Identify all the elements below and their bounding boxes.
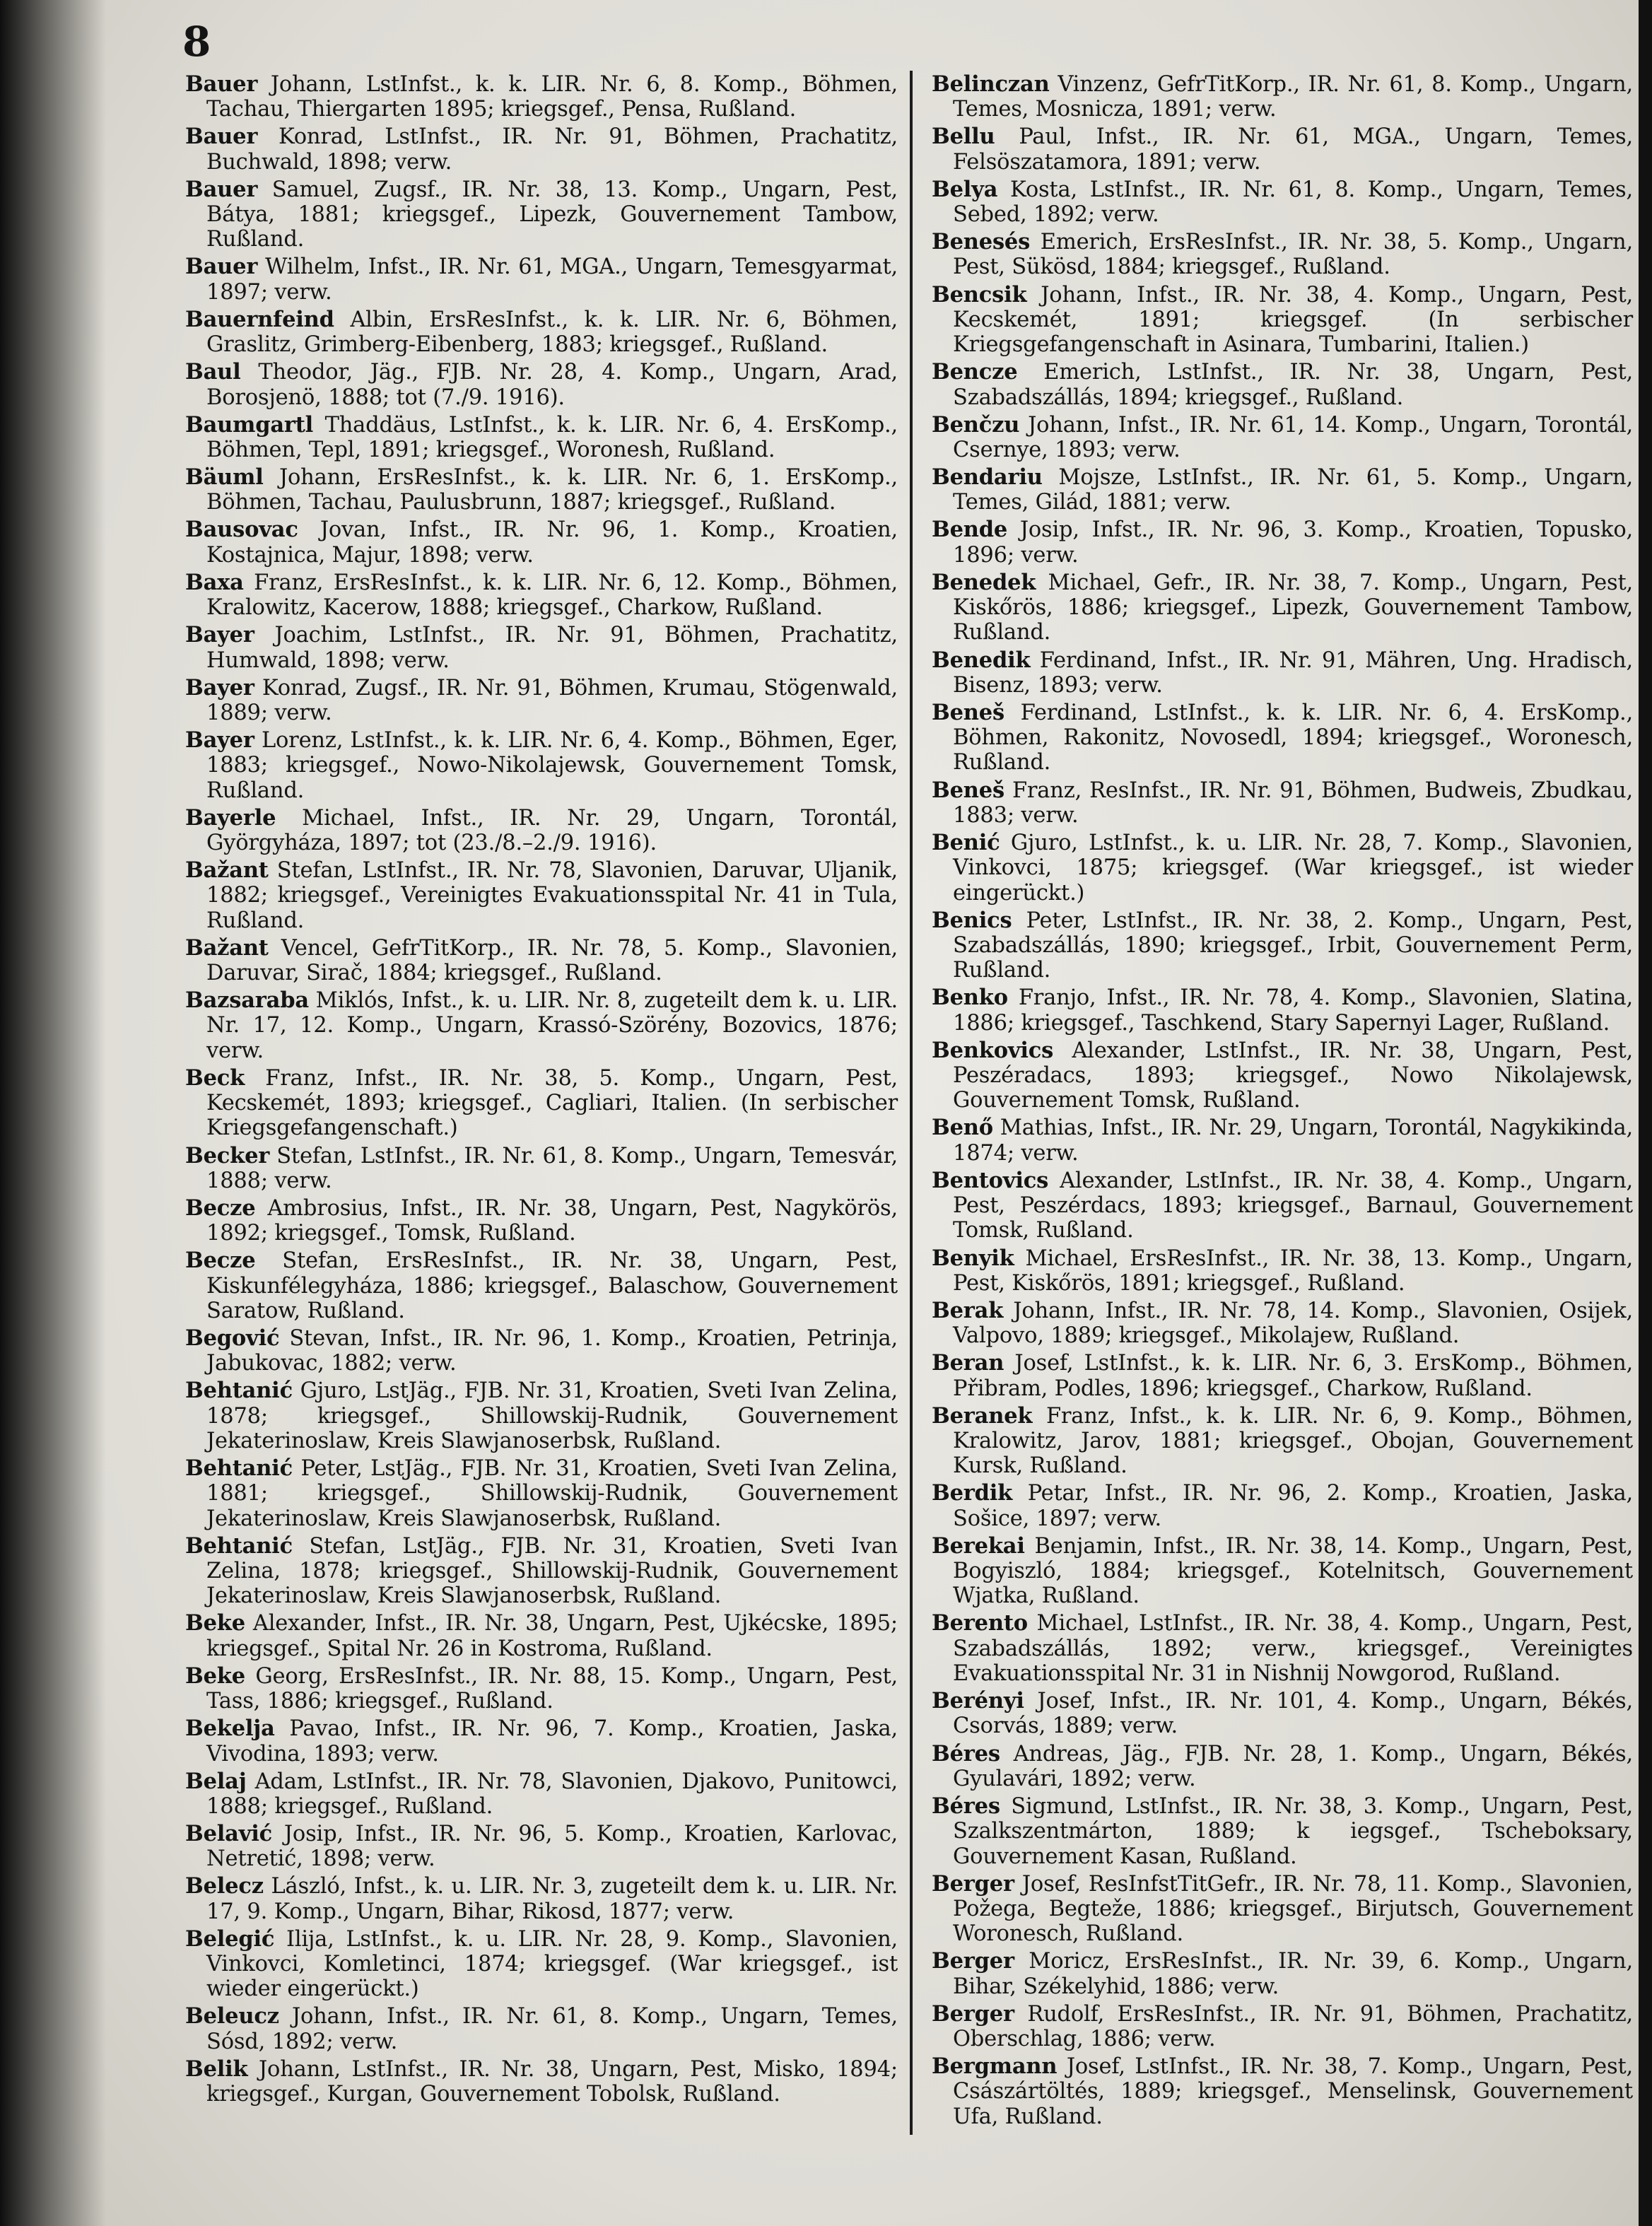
- casualty-entry: [932, 570, 1633, 645]
- entry-details: Johann, ErsResInfst., k. k. LIR. Nr. 6, 1. ErsKomp., Böhmen, Tachau, Paulusbrunn, 1887; kriegsgef., Rußland.: [206, 465, 898, 515]
- entry-surname: Bazsaraba: [185, 988, 309, 1014]
- entry-details: Emerich, ErsResInfst., IR. Nr. 38, 5. Komp., Ungarn, Pest, Sükösd, 1884; kriegsgef., Rußland.: [953, 230, 1633, 280]
- entry-surname: Bauer: [185, 176, 258, 202]
- casualty-entry: [185, 858, 898, 933]
- casualty-entry: [932, 413, 1633, 463]
- entry-details: Konrad, LstInfst., IR. Nr. 91, Böhmen, Prachatitz, Buchwald, 1898; verw.: [206, 124, 898, 175]
- entry-surname: Beneš: [932, 777, 1004, 803]
- entry-details: Franz, ResInfst., IR. Nr. 91, Böhmen, Budweis, Zbudkau, 1883; verw.: [953, 778, 1633, 828]
- entry-details: Josef, Infst., IR. Nr. 101, 4. Komp., Ungarn, Békés, Csorvás, 1889; verw.: [953, 1689, 1634, 1739]
- entry-details: Stefan, ErsResInfst., IR. Nr. 38, Ungarn, Pest, Kiskunfélegyháza, 1886; kriegsgef., Balaschow, Gouvernement Saratow, Rußland.: [206, 1248, 898, 1323]
- casualty-entry: [932, 283, 1633, 358]
- entry-details: László, Infst., k. u. LIR. Nr. 3, zugeteilt dem k. u. LIR. Nr. 17, 9. Komp., Ungarn, Bihar, Rikosd, 1877; verw.: [206, 1874, 898, 1924]
- casualty-entry: [932, 72, 1633, 122]
- entry-surname: Bažant: [185, 935, 269, 961]
- entry-surname: Bayer: [185, 622, 254, 648]
- column-divider: [910, 71, 913, 2135]
- entry-details: Joachim, LstInfst., IR. Nr. 91, Böhmen, Prachatitz, Humwald, 1898; verw.: [206, 623, 898, 673]
- entry-details: Mathias, Infst., IR. Nr. 29, Ungarn, Torontál, Nagykikinda, 1874; verw.: [953, 1115, 1633, 1166]
- entry-surname: Beneš: [932, 699, 1004, 725]
- entry-details: Ambrosius, Infst., IR. Nr. 38, Ungarn, Pest, Nagykörös, 1892; kriegsgef., Tomsk, Rußland.: [206, 1195, 898, 1246]
- entry-surname: Berger: [932, 1870, 1014, 1897]
- casualty-entry: [932, 1949, 1633, 1999]
- entry-surname: Begović: [185, 1325, 280, 1351]
- entry-details: Johann, Infst., IR. Nr. 78, 14. Komp., Slavonien, Osijek, Valpovo, 1889; kriegsgef., Mikolajew, Rußland.: [953, 1298, 1634, 1349]
- page-number: 8: [182, 18, 211, 66]
- entry-surname: Béres: [932, 1793, 1000, 1819]
- entry-surname: Beck: [185, 1065, 245, 1091]
- casualty-entry: [185, 1456, 898, 1531]
- casualty-entry: [932, 648, 1633, 698]
- casualty-entry: [185, 1326, 898, 1376]
- entry-details: Benjamin, Infst., IR. Nr. 38, 14. Komp., Ungarn, Pest, Bogyiszló, 1884; kriegsgef., Kotelnitsch, Gouvernement Wjatka, Rußland.: [953, 1533, 1633, 1609]
- casualty-entry: [932, 701, 1633, 775]
- entry-surname: Béres: [932, 1740, 1000, 1767]
- casualty-entry: [185, 1196, 898, 1246]
- entry-details: Michael, Gefr., IR. Nr. 38, 7. Komp., Ungarn, Pest, Kiskőrös, 1886; kriegsgef., Lipezk, Gouvernement Tambow, Rußland.: [953, 570, 1633, 645]
- casualty-entry: [185, 1248, 898, 1323]
- entry-details: Andreas, Jäg., FJB. Nr. 28, 1. Komp., Ungarn, Békés, Gyulavári, 1892; verw.: [953, 1741, 1633, 1791]
- casualty-entry: [932, 1351, 1633, 1401]
- casualty-entry: [185, 72, 898, 122]
- entry-surname: Bencsik: [932, 281, 1027, 307]
- casualty-entry: [932, 778, 1633, 828]
- casualty-entry: [185, 413, 898, 463]
- casualty-entry: [185, 1874, 898, 1924]
- entry-surname: Bekelja: [185, 1716, 275, 1742]
- casualty-entry: [185, 728, 898, 803]
- entry-surname: Berdik: [932, 1480, 1013, 1506]
- entry-surname: Berento: [932, 1610, 1028, 1636]
- casualty-entry: [185, 1822, 898, 1872]
- entry-surname: Baxa: [185, 569, 244, 595]
- casualty-entry: [185, 570, 898, 621]
- entry-details: Franz, Infst., k. k. LIR. Nr. 6, 9. Komp., Böhmen, Kralowitz, Jarov, 1881; kriegsgef., Obojan, Gouvernement Kursk, Rußland.: [953, 1403, 1633, 1479]
- casualty-entry: [185, 1769, 898, 1820]
- entry-details: Peter, LstInfst., IR. Nr. 38, 2. Komp., Ungarn, Pest, Szabadszállás, 1890; kriegsgef., Irbit, Gouvernement Perm, Rußland.: [953, 908, 1634, 983]
- entry-surname: Bentovics: [932, 1167, 1049, 1193]
- entry-surname: Berak: [932, 1297, 1004, 1323]
- casualty-entry: [185, 1378, 898, 1453]
- left-column: [185, 72, 898, 2109]
- casualty-entry: [932, 1115, 1633, 1166]
- entry-surname: Bauernfeind: [185, 306, 334, 332]
- entry-details: Alexander, LstInfst., IR. Nr. 38, Ungarn, Pest, Peszéradacs, 1893; kriegsgef., Nowo Nikolajewsk, Gouvernement Tomsk, Rußland.: [953, 1038, 1633, 1113]
- entry-surname: Bauer: [185, 71, 258, 97]
- entry-details: Michael, LstInfst., IR. Nr. 38, 4. Komp., Ungarn, Pest, Szabadszállás, 1892; verw., kriegsgef., Vereinigtes Evakuationsspital Nr. 31 in Nishnij Nowgorod, Rußland.: [953, 1611, 1634, 1687]
- casualty-entry: [185, 254, 898, 305]
- casualty-entry: [932, 1534, 1633, 1609]
- casualty-entry: [932, 831, 1633, 906]
- casualty-entry: [932, 177, 1633, 228]
- entry-surname: Belinczan: [932, 71, 1050, 97]
- casualty-entry: [185, 623, 898, 673]
- entry-details: Georg, ErsResInfst., IR. Nr. 88, 15. Komp., Ungarn, Pest, Tass, 1886; kriegsgef., Rußland.: [206, 1663, 898, 1714]
- entry-details: Vinzenz, GefrTitKorp., IR. Nr. 61, 8. Komp., Ungarn, Temes, Mosnicza, 1891; verw.: [953, 72, 1633, 122]
- entry-surname: Bayer: [185, 674, 254, 701]
- entry-surname: Becker: [185, 1142, 270, 1168]
- entry-surname: Benko: [932, 985, 1008, 1011]
- entry-surname: Bauer: [185, 254, 258, 280]
- casualty-entry: [932, 1246, 1633, 1296]
- entry-details: Stefan, LstInfst., IR. Nr. 78, Slavonien, Daruvar, Uljanik, 1882; kriegsgef., Vereinigtes Evakuationsspital Nr. 41 in Tula, Rußland.: [206, 858, 898, 933]
- casualty-entry: [932, 1689, 1633, 1739]
- entry-details: Miklós, Infst., k. u. LIR. Nr. 8, zugeteilt dem k. u. LIR. Nr. 17, 12. Komp., Ungarn, Krassó-Szörény, Bozovics, 1876; verw.: [206, 988, 898, 1063]
- entry-surname: Behtanić: [185, 1533, 293, 1559]
- entry-details: Josef, ResInfstTitGefr., IR. Nr. 78, 11. Komp., Slavonien, Požega, Begteže, 1886; kriegsgef., Birjutsch, Gouvernement Woronesch, Rußland.: [953, 1871, 1633, 1947]
- entry-details: Peter, LstJäg., FJB. Nr. 31, Kroatien, Sveti Ivan Zelina, 1881; kriegsgef., Shillowskij-Rudnik, Gouvernement Jekaterinoslaw, Kreis Slawjanoserbsk, Rußland.: [206, 1456, 898, 1531]
- casualty-entry: [932, 908, 1633, 983]
- entry-surname: Benics: [932, 907, 1012, 933]
- entry-surname: Berekai: [932, 1533, 1025, 1559]
- entry-surname: Belegić: [185, 1926, 275, 1952]
- casualty-entry: [185, 806, 898, 856]
- casualty-entry: [185, 988, 898, 1063]
- right-column: [932, 72, 1633, 2132]
- entry-details: Lorenz, LstInfst., k. k. LIR. Nr. 6, 4. Komp., Böhmen, Eger, 1883; kriegsgef., Nowo-Nikolajewsk, Gouvernement Tomsk, Rußland.: [206, 727, 898, 803]
- entry-details: Emerich, LstInfst., IR. Nr. 38, Ungarn, Pest, Szabadszállás, 1894; kriegsgef., Rußland.: [953, 360, 1633, 410]
- casualty-entry: [932, 1611, 1633, 1686]
- casualty-entry: [932, 2002, 1633, 2052]
- entry-details: Johann, Infst., IR. Nr. 61, 8. Komp., Ungarn, Temes, Sósd, 1892; verw.: [206, 2004, 898, 2054]
- entry-details: Stevan, Infst., IR. Nr. 96, 1. Komp., Kroatien, Petrinja, Jabukovac, 1882; verw.: [206, 1325, 898, 1376]
- entry-surname: Baumgartl: [185, 411, 314, 438]
- casualty-entry: [932, 2054, 1633, 2129]
- entry-surname: Benkovics: [932, 1037, 1054, 1063]
- casualty-entry: [932, 465, 1633, 515]
- casualty-entry: [932, 985, 1633, 1036]
- entry-details: Johann, LstInfst., k. k. LIR. Nr. 6, 8. Komp., Böhmen, Tachau, Thiergarten 1895; kriegsgef., Pensa, Rußland.: [206, 72, 898, 122]
- entry-surname: Belaj: [185, 1768, 247, 1794]
- entry-details: Albin, ErsResInfst., k. k. LIR. Nr. 6, Böhmen, Graslitz, Grimberg-Eibenberg, 1883; kriegsgef., Rußland.: [206, 307, 898, 358]
- entry-details: Adam, LstInfst., IR. Nr. 78, Slavonien, Djakovo, Punitowci, 1888; kriegsgef., Rußland.: [206, 1769, 898, 1819]
- entry-surname: Berger: [932, 1948, 1014, 1974]
- casualty-entry: [185, 1927, 898, 2002]
- entry-surname: Belavić: [185, 1821, 273, 1846]
- entry-surname: Bayerle: [185, 804, 276, 831]
- entry-details: Johann, Infst., IR. Nr. 61, 14. Komp., Ungarn, Torontál, Csernye, 1893; verw.: [953, 412, 1633, 462]
- entry-details: Alexander, LstInfst., IR. Nr. 38, 4. Komp., Ungarn, Pest, Peszérdacs, 1893; kriegsgef., Barnaul, Gouvernement Tomsk, Rußland.: [953, 1168, 1634, 1243]
- entry-details: Franz, ErsResInfst., k. k. LIR. Nr. 6, 12. Komp., Böhmen, Kralowitz, Kacerow, 1888; kriegsgef., Charkow, Rußland.: [206, 570, 898, 621]
- entry-details: Sigmund, LstInfst., IR. Nr. 38, 3. Komp., Ungarn, Pest, Szalkszentmárton, 1889; k iegsgef., Tscheboksary, Gouvernement Kasan, Rußland.: [953, 1793, 1633, 1869]
- entry-surname: Bendariu: [932, 464, 1043, 491]
- entry-details: Pavao, Infst., IR. Nr. 96, 7. Komp., Kroatien, Jaska, Vivodina, 1893; verw.: [206, 1716, 898, 1767]
- casualty-entry: [185, 1664, 898, 1714]
- entry-details: Josip, Infst., IR. Nr. 96, 5. Komp., Kroatien, Karlovac, Netretić, 1898; verw.: [206, 1822, 898, 1872]
- casualty-entry: [185, 2057, 898, 2107]
- entry-surname: Becze: [185, 1195, 256, 1221]
- entry-surname: Beleucz: [185, 2003, 279, 2029]
- entry-details: Franz, Infst., IR. Nr. 38, 5. Komp., Ungarn, Pest, Kecskemét, 1893; kriegsgef., Cagliari, Italien. (In serbischer Kriegsgefangenschaft.): [206, 1065, 898, 1141]
- entry-surname: Bergmann: [932, 2054, 1058, 2080]
- entry-surname: Berényi: [932, 1688, 1024, 1714]
- entry-details: Gjuro, LstInfst., k. u. LIR. Nr. 28, 7. Komp., Slavonien, Vinkovci, 1875; kriegsgef. (War kriegsgef., ist wieder eingerückt.): [953, 830, 1633, 906]
- entry-details: Konrad, Zugsf., IR. Nr. 91, Böhmen, Krumau, Stögenwald, 1889; verw.: [206, 675, 898, 725]
- entry-surname: Baul: [185, 359, 241, 385]
- entry-surname: Bencze: [932, 359, 1018, 385]
- casualty-entry: [932, 1038, 1633, 1113]
- entry-surname: Belecz: [185, 1873, 264, 1899]
- entry-details: Alexander, Infst., IR. Nr. 38, Ungarn, Pest, Ujkécske, 1895; kriegsgef., Spital Nr. 26 in Kostroma, Rußland.: [206, 1611, 898, 1661]
- casualty-entry: [932, 1168, 1633, 1243]
- entry-details: Josip, Infst., IR. Nr. 96, 3. Komp., Kroatien, Topusko, 1896; verw.: [953, 517, 1633, 568]
- entry-surname: Benedek: [932, 569, 1036, 595]
- entry-details: Gjuro, LstJäg., FJB. Nr. 31, Kroatien, Sveti Ivan Zelina, 1878; kriegsgef., Shillowskij-Rudnik, Gouvernement Jekaterinoslaw, Kreis Slawjanoserbsk, Rußland.: [206, 1378, 898, 1453]
- casualty-entry: [932, 230, 1633, 280]
- entry-surname: Benyik: [932, 1245, 1014, 1271]
- entry-surname: Behtanić: [185, 1455, 293, 1482]
- entry-surname: Bäuml: [185, 464, 264, 491]
- casualty-entry: [185, 517, 898, 568]
- casualty-entry: [932, 360, 1633, 410]
- entry-surname: Benő: [932, 1115, 993, 1141]
- entry-details: Josef, LstInfst., k. k. LIR. Nr. 6, 3. ErsKomp., Böhmen, Přibram, Podles, 1896; kriegsgef., Charkow, Rußland.: [953, 1351, 1634, 1401]
- casualty-entry: [932, 1299, 1633, 1349]
- casualty-entry: [185, 1066, 898, 1141]
- entry-surname: Benesés: [932, 229, 1031, 255]
- casualty-entry: [932, 124, 1633, 175]
- entry-details: Mojsze, LstInfst., IR. Nr. 61, 5. Komp., Ungarn, Temes, Gilád, 1881; verw.: [953, 465, 1633, 515]
- casualty-entry: [185, 1611, 898, 1661]
- casualty-entry: [185, 2004, 898, 2054]
- entry-surname: Bausovac: [185, 517, 298, 543]
- entry-details: Vencel, GefrTitKorp., IR. Nr. 78, 5. Komp., Slavonien, Daruvar, Sirač, 1884; kriegsgef., Rußland.: [206, 935, 898, 986]
- entry-surname: Becze: [185, 1248, 256, 1274]
- casualty-entry: [932, 1794, 1633, 1869]
- entry-surname: Behtanić: [185, 1378, 293, 1404]
- entry-surname: Bende: [932, 517, 1008, 543]
- casualty-entry: [185, 360, 898, 410]
- entry-surname: Bayer: [185, 727, 254, 753]
- entry-details: Jovan, Infst., IR. Nr. 96, 1. Komp., Kroatien, Kostajnica, Majur, 1898; verw.: [206, 517, 898, 568]
- casualty-entry: [932, 1742, 1633, 1792]
- casualty-entry: [185, 124, 898, 175]
- entry-surname: Beranek: [932, 1402, 1033, 1429]
- casualty-entry: [185, 177, 898, 252]
- entry-details: Stefan, LstJäg., FJB. Nr. 31, Kroatien, Sveti Ivan Zelina, 1878; kriegsgef., Shillowskij-Rudnik, Gouvernement Jekaterinoslaw, Kreis Slawjanoserbsk, Rußland.: [206, 1533, 898, 1609]
- entry-details: Stefan, LstInfst., IR. Nr. 61, 8. Komp., Ungarn, Temesvár, 1888; verw.: [206, 1143, 898, 1193]
- scan-shadow-left: [0, 0, 106, 2226]
- entry-surname: Bažant: [185, 857, 269, 884]
- entry-details: Thaddäus, LstInfst., k. k. LIR. Nr. 6, 4. ErsKomp., Böhmen, Tepl, 1891; kriegsgef., Woronesh, Rußland.: [206, 412, 898, 462]
- entry-details: Ilija, LstInfst., k. u. LIR. Nr. 28, 9. Komp., Slavonien, Vinkovci, Komletinci, 1874; kriegsgef. (War kriegsgef., ist wieder eingerückt.): [206, 1926, 898, 2002]
- entry-details: Theodor, Jäg., FJB. Nr. 28, 4. Komp., Ungarn, Arad, Borosjenö, 1888; tot (7./9. 1916).: [206, 360, 898, 410]
- casualty-entry: [932, 1404, 1633, 1479]
- entry-details: Petar, Infst., IR. Nr. 96, 2. Komp., Kroatien, Jaska, Sošice, 1897; verw.: [953, 1481, 1633, 1531]
- casualty-entry: [932, 517, 1633, 568]
- casualty-entry: [932, 1481, 1633, 1531]
- entry-details: Ferdinand, Infst., IR. Nr. 91, Mähren, Ung. Hradisch, Bisenz, 1893; verw.: [953, 648, 1633, 698]
- entry-details: Michael, Infst., IR. Nr. 29, Ungarn, Torontál, Györgyháza, 1897; tot (23./8.–2./9. 1916).: [206, 805, 898, 855]
- entry-surname: Berger: [932, 2001, 1014, 2027]
- entry-details: Samuel, Zugsf., IR. Nr. 38, 13. Komp., Ungarn, Pest, Bátya, 1881; kriegsgef., Lipezk, Gouvernement Tambow, Rußland.: [206, 177, 898, 252]
- casualty-entry: [185, 1144, 898, 1194]
- entry-details: Kosta, LstInfst., IR. Nr. 61, 8. Komp., Ungarn, Temes, Sebed, 1892; verw.: [953, 177, 1633, 228]
- entry-details: Josef, LstInfst., IR. Nr. 38, 7. Komp., Ungarn, Pest, Császártöltés, 1889; kriegsgef., Menselinsk, Gouvernement Ufa, Rußland.: [953, 2054, 1633, 2129]
- casualty-entry: [185, 676, 898, 726]
- entry-details: Paul, Infst., IR. Nr. 61, MGA., Ungarn, Temes, Felsöszatamora, 1891; verw.: [953, 124, 1634, 175]
- casualty-entry: [185, 1534, 898, 1609]
- entry-surname: Benić: [932, 829, 1000, 855]
- entry-surname: Bauer: [185, 124, 258, 150]
- entry-details: Ferdinand, LstInfst., k. k. LIR. Nr. 6, 4. ErsKomp., Böhmen, Rakonitz, Novosedl, 1894; kriegsgef., Woronesch, Rußland.: [953, 700, 1634, 775]
- entry-details: Wilhelm, Infst., IR. Nr. 61, MGA., Ungarn, Temesgyarmat, 1897; verw.: [206, 254, 898, 305]
- entry-surname: Benčzu: [932, 411, 1020, 438]
- entry-details: Johann, Infst., IR. Nr. 38, 4. Komp., Ungarn, Pest, Kecskemét, 1891; kriegsgef. (In serbischer Kriegsgefangenschaft in Asinara, Tumbarini, Italien.): [953, 282, 1633, 358]
- entry-surname: Beke: [185, 1663, 245, 1689]
- entry-surname: Beke: [185, 1610, 245, 1636]
- scan-shadow-right: [1639, 0, 1652, 2226]
- casualty-entry: [185, 465, 898, 515]
- entry-details: Rudolf, ErsResInfst., IR. Nr. 91, Böhmen, Prachatitz, Oberschlag, 1886; verw.: [953, 2001, 1633, 2051]
- casualty-entry: [932, 1872, 1633, 1947]
- entry-details: Johann, LstInfst., IR. Nr. 38, Ungarn, Pest, Misko, 1894; kriegsgef., Kurgan, Gouvernement Tobolsk, Rußland.: [206, 2056, 898, 2107]
- entry-surname: Beran: [932, 1350, 1004, 1376]
- casualty-entry: [185, 1716, 898, 1767]
- entry-details: Franjo, Infst., IR. Nr. 78, 4. Komp., Slavonien, Slatina, 1886; kriegsgef., Taschkend, Stary Sapernyi Lager, Rußland.: [953, 985, 1633, 1036]
- entry-details: Moricz, ErsResInfst., IR. Nr. 39, 6. Komp., Ungarn, Bihar, Székelyhid, 1886; verw.: [953, 1949, 1633, 1999]
- entry-details: Michael, ErsResInfst., IR. Nr. 38, 13. Komp., Ungarn, Pest, Kiskőrös, 1891; kriegsgef., Rußland.: [953, 1246, 1633, 1296]
- entry-surname: Belya: [932, 176, 998, 202]
- entry-surname: Benedik: [932, 647, 1031, 673]
- casualty-entry: [185, 936, 898, 986]
- casualty-entry: [185, 307, 898, 358]
- entry-surname: Bellu: [932, 124, 995, 150]
- entry-surname: Belik: [185, 2056, 248, 2082]
